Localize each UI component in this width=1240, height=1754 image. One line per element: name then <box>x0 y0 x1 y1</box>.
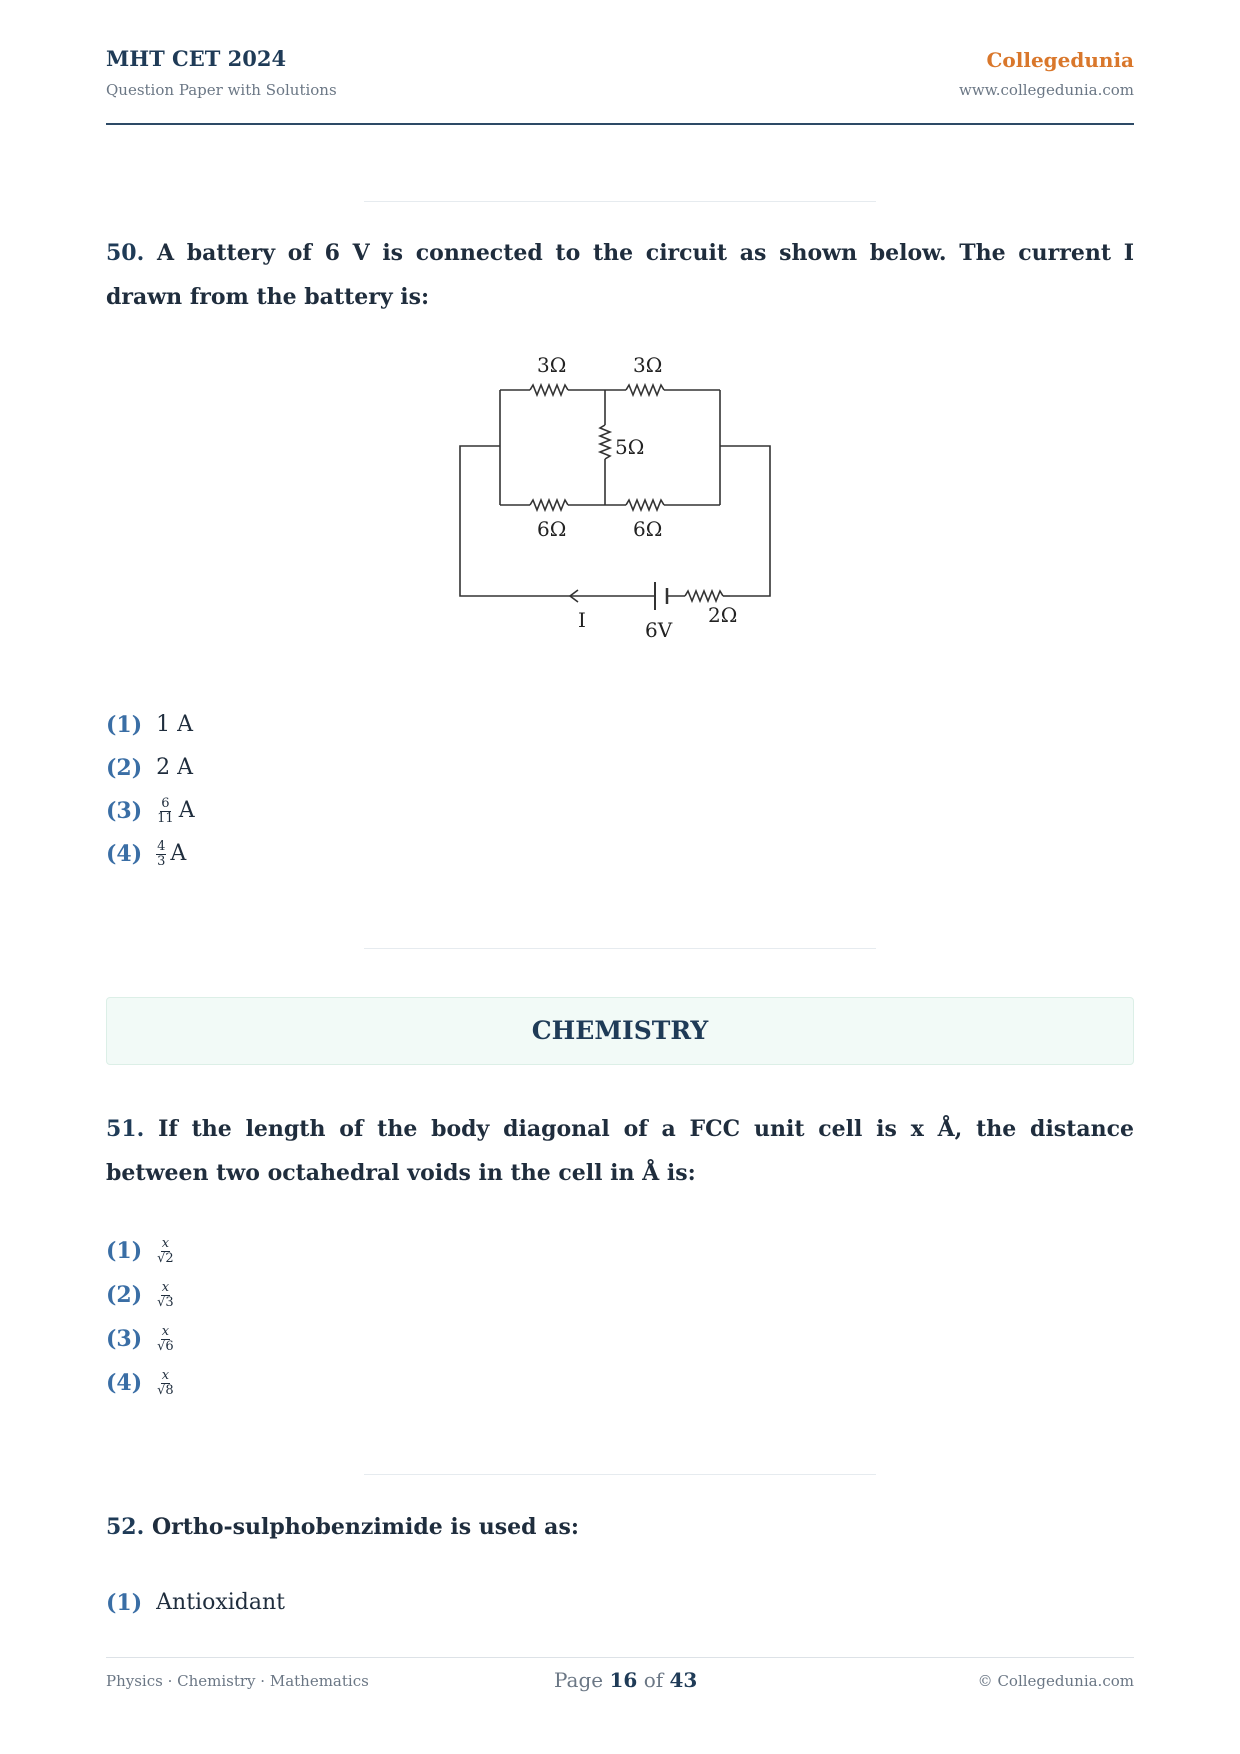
option-51-1[interactable] <box>106 1236 179 1266</box>
page-total: 43 <box>669 1668 698 1692</box>
question-number: 50. <box>106 240 145 266</box>
option-number: (1) <box>106 1238 143 1264</box>
fraction-numerator: x <box>161 1279 170 1295</box>
fraction-denominator: √8 <box>157 1382 174 1398</box>
option-51-4[interactable] <box>106 1368 179 1398</box>
question-51 <box>106 1107 1134 1195</box>
label-r-top-left: 3Ω <box>537 353 567 377</box>
question-52 <box>106 1505 1134 1549</box>
option-50-4[interactable] <box>106 839 186 869</box>
fraction-numerator: 4 <box>157 838 166 854</box>
separator <box>364 1474 876 1475</box>
question-number: 51. <box>106 1116 145 1142</box>
question-50 <box>106 231 1134 319</box>
question-text: Ortho-sulphobenzimide is used as: <box>151 1514 579 1540</box>
circuit-diagram <box>440 345 800 655</box>
header-brand: Collegedunia <box>986 48 1134 72</box>
label-current: I <box>578 608 586 632</box>
fraction-numerator: x <box>161 1235 170 1251</box>
fraction-denominator: √3 <box>157 1294 174 1310</box>
option-text: Antioxidant <box>156 1590 285 1615</box>
option-text: 1 A <box>156 712 194 737</box>
option-fraction <box>156 797 175 826</box>
option-52-1[interactable] <box>106 1588 285 1618</box>
option-text: 2 A <box>156 755 194 780</box>
option-fraction <box>156 1325 175 1354</box>
question-text: A battery of 6 V is connected to the circuit as shown below. The current I drawn from the battery is: <box>106 240 1134 310</box>
fraction-denominator: √2 <box>157 1250 174 1266</box>
option-51-3[interactable] <box>106 1324 179 1354</box>
label-r-middle: 5Ω <box>615 435 645 459</box>
footer-divider <box>106 1657 1134 1658</box>
footer-subjects: Physics · Chemistry · Mathematics <box>106 1672 369 1690</box>
page-current: 16 <box>609 1668 638 1692</box>
option-number: (2) <box>106 755 143 781</box>
question-number: 52. <box>106 1514 145 1540</box>
option-number: (2) <box>106 1282 143 1308</box>
fraction-denominator: √6 <box>157 1338 174 1354</box>
option-50-1[interactable] <box>106 710 193 740</box>
page-indicator <box>554 1668 697 1692</box>
option-fraction <box>156 1369 175 1398</box>
fraction-numerator: x <box>161 1323 170 1339</box>
fraction-denominator: 11 <box>157 810 174 826</box>
option-fraction <box>156 1237 175 1266</box>
option-number: (3) <box>106 1326 143 1352</box>
option-number: (1) <box>106 712 143 738</box>
option-number: (3) <box>106 798 143 824</box>
separator <box>364 948 876 949</box>
question-text: If the length of the body diagonal of a FCC unit cell is x Å, the distance between two octahedral voids in the cell in Å is: <box>106 1116 1134 1186</box>
page-of: of <box>643 1668 664 1692</box>
option-unit: A <box>170 841 187 866</box>
option-50-2[interactable] <box>106 753 193 783</box>
option-fraction <box>156 1281 175 1310</box>
label-r-top-right: 3Ω <box>633 353 663 377</box>
option-unit: A <box>178 798 195 823</box>
fraction-numerator: 6 <box>161 795 170 811</box>
fraction-numerator: x <box>161 1367 170 1383</box>
page-label: Page <box>554 1668 604 1692</box>
label-battery: 6V <box>645 618 673 642</box>
header-subtitle: Question Paper with Solutions <box>106 81 337 99</box>
option-51-2[interactable] <box>106 1280 179 1310</box>
label-r-bottom-left: 6Ω <box>537 517 567 541</box>
label-r-series: 2Ω <box>708 603 738 627</box>
section-title: CHEMISTRY <box>531 1016 709 1045</box>
header-divider <box>106 123 1134 125</box>
option-number: (4) <box>106 1370 143 1396</box>
section-banner <box>106 997 1134 1065</box>
option-number: (1) <box>106 1590 143 1616</box>
option-number: (4) <box>106 841 143 867</box>
header-title: MHT CET 2024 <box>106 46 287 71</box>
header-url: www.collegedunia.com <box>959 81 1134 99</box>
option-50-3[interactable] <box>106 796 195 826</box>
fraction-denominator: 3 <box>157 853 166 869</box>
separator <box>364 201 876 202</box>
footer-copyright: © Collegedunia.com <box>977 1672 1134 1690</box>
option-fraction <box>156 840 166 869</box>
label-r-bottom-right: 6Ω <box>633 517 663 541</box>
